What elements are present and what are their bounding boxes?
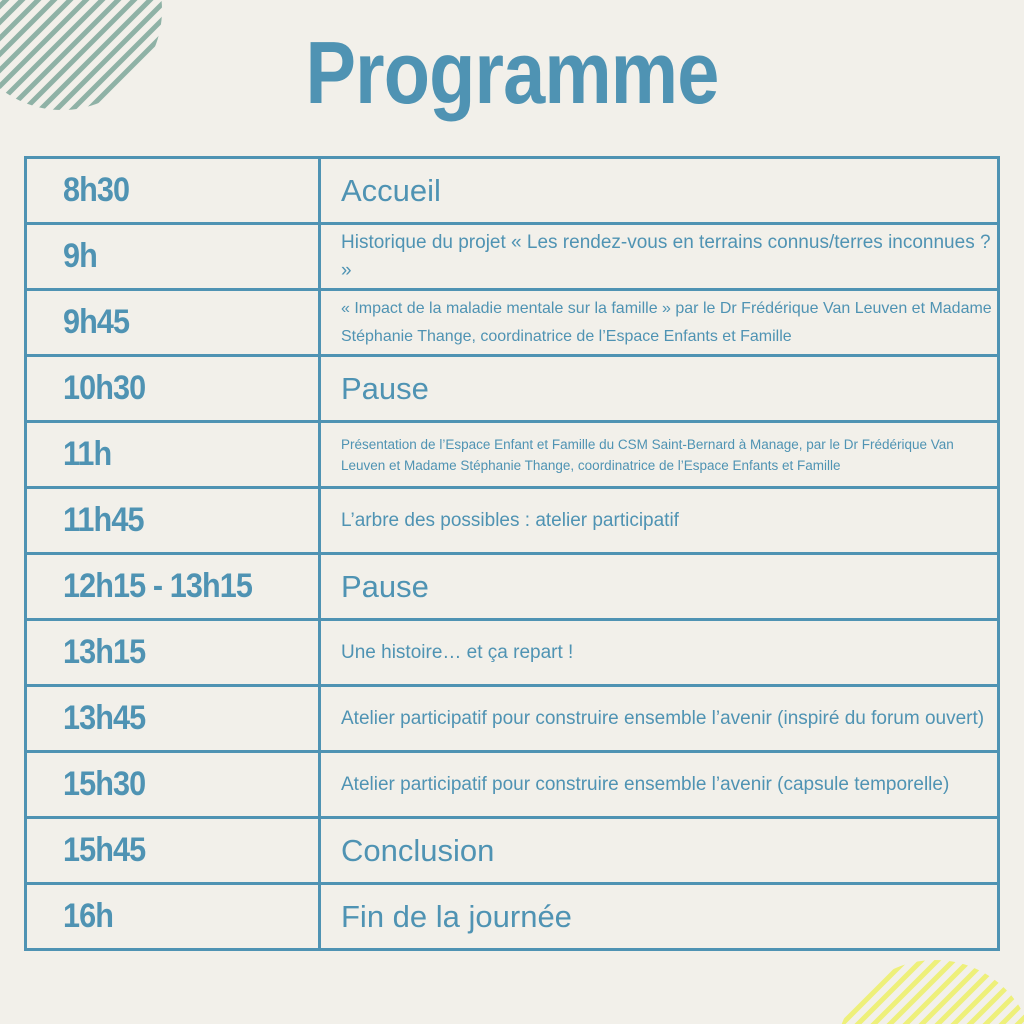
time-label: 12h15 - 13h15 bbox=[63, 567, 253, 605]
activity-cell bbox=[320, 356, 999, 422]
activity-label: Atelier participatif pour construire ensemble l’avenir (capsule temporelle) bbox=[341, 773, 950, 795]
time-cell bbox=[26, 884, 320, 950]
activity-cell bbox=[320, 224, 999, 290]
activity-cell bbox=[320, 290, 999, 356]
activity-label: Pause bbox=[341, 370, 429, 406]
activity-label: « Impact de la maladie mentale sur la famille » par le Dr Frédérique Van Leuven et Madame Stéphanie Thange, coordinatrice de l’Espace Enfants et Famille bbox=[341, 299, 992, 345]
activity-label: Une histoire… et ça repart ! bbox=[341, 641, 574, 663]
time-cell bbox=[26, 554, 320, 620]
time-label: 13h15 bbox=[63, 633, 146, 671]
activity-cell bbox=[320, 884, 999, 950]
table-row bbox=[26, 422, 999, 488]
table-row bbox=[26, 752, 999, 818]
activity-label: Pause bbox=[341, 568, 429, 604]
time-cell bbox=[26, 356, 320, 422]
time-label: 13h45 bbox=[63, 699, 146, 737]
activity-cell bbox=[320, 818, 999, 884]
time-cell bbox=[26, 818, 320, 884]
time-cell bbox=[26, 488, 320, 554]
time-cell bbox=[26, 224, 320, 290]
activity-cell bbox=[320, 488, 999, 554]
activity-label: Accueil bbox=[341, 172, 441, 208]
activity-label: L’arbre des possibles : atelier participatif bbox=[341, 509, 679, 531]
activity-label: Présentation de l’Espace Enfant et Famille du CSM Saint-Bernard à Manage, par le Dr Frédérique Van Leuven et Madame Stéphanie Thange, coordinatrice de l’Espace Enfants et Famille bbox=[341, 436, 954, 473]
programme-table bbox=[24, 156, 1000, 951]
time-cell bbox=[26, 290, 320, 356]
page-title: Programme bbox=[305, 23, 719, 122]
activity-cell bbox=[320, 158, 999, 224]
activity-label: Conclusion bbox=[341, 832, 495, 868]
activity-cell bbox=[320, 620, 999, 686]
table-row bbox=[26, 554, 999, 620]
time-label: 16h bbox=[63, 897, 114, 935]
time-cell bbox=[26, 422, 320, 488]
activity-cell bbox=[320, 554, 999, 620]
time-label: 10h30 bbox=[63, 369, 146, 407]
activity-cell bbox=[320, 686, 999, 752]
time-cell bbox=[26, 620, 320, 686]
time-label: 11h45 bbox=[63, 501, 144, 539]
table-row bbox=[26, 224, 999, 290]
table-row bbox=[26, 290, 999, 356]
activity-label: Historique du projet « Les rendez-vous en terrains connus/terres inconnues ? » bbox=[341, 231, 991, 281]
table-row bbox=[26, 818, 999, 884]
activity-label: Atelier participatif pour construire ensemble l’avenir (inspiré du forum ouvert) bbox=[341, 707, 985, 729]
table-row bbox=[26, 686, 999, 752]
time-label: 15h30 bbox=[63, 765, 146, 803]
time-cell bbox=[26, 158, 320, 224]
activity-label: Fin de la journée bbox=[341, 898, 572, 934]
activity-cell bbox=[320, 422, 999, 488]
table-row bbox=[26, 356, 999, 422]
table-row bbox=[26, 158, 999, 224]
time-label: 9h bbox=[63, 237, 97, 275]
time-label: 9h45 bbox=[63, 303, 130, 341]
time-cell bbox=[26, 752, 320, 818]
time-label: 11h bbox=[63, 435, 112, 473]
table-row bbox=[26, 884, 999, 950]
table-row bbox=[26, 488, 999, 554]
time-label: 15h45 bbox=[63, 831, 146, 869]
time-label: 8h30 bbox=[63, 171, 130, 209]
time-cell bbox=[26, 686, 320, 752]
table-row bbox=[26, 620, 999, 686]
activity-cell bbox=[320, 752, 999, 818]
